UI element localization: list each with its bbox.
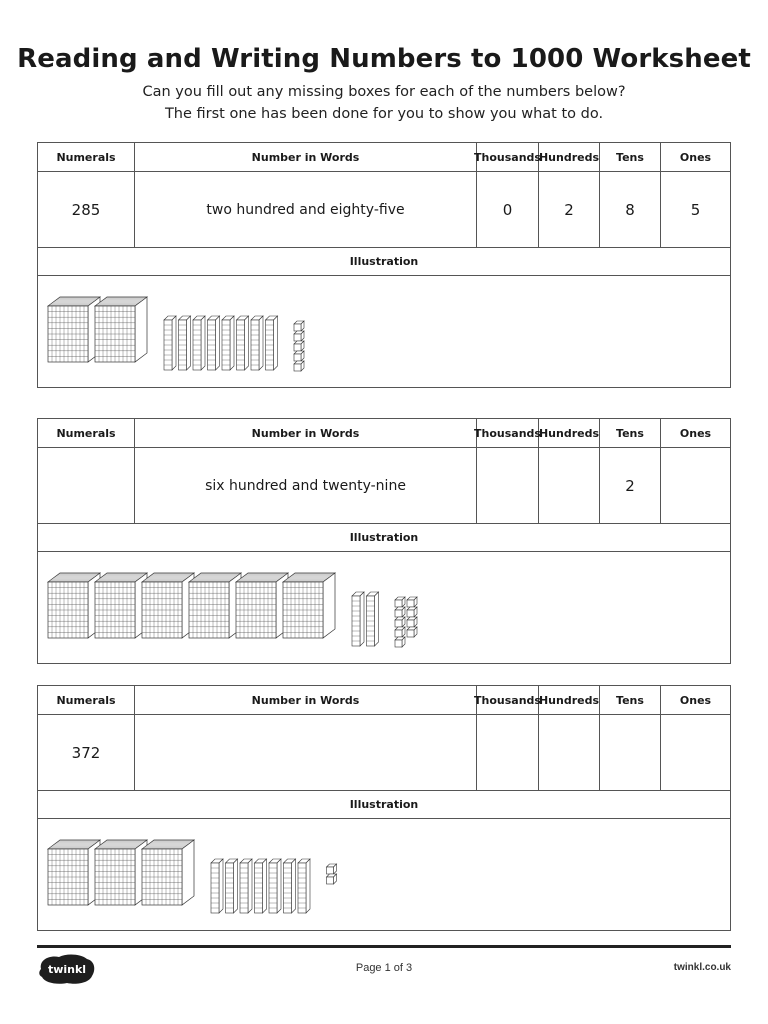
ones-cell[interactable]: 5	[690, 200, 701, 219]
header-numerals: Numerals	[38, 419, 135, 447]
hundreds-flat-block	[48, 573, 100, 638]
instructions-line-1: Can you fill out any missing boxes for each of the numbers below?	[142, 84, 626, 100]
tens-rod-block	[164, 316, 176, 370]
table-header	[38, 143, 730, 172]
header-number-in-words: Number in Words	[135, 686, 477, 714]
hundreds-flat-block	[142, 573, 194, 638]
ones-cube-block	[294, 361, 304, 371]
header-numerals: Numerals	[38, 686, 135, 714]
hundreds-flat-block	[95, 840, 147, 905]
illustration-area	[38, 819, 730, 930]
number-table-1	[37, 142, 731, 388]
header-hundreds: Hundreds	[539, 143, 600, 171]
answer-row	[38, 448, 730, 524]
hundreds-cell[interactable]	[539, 715, 600, 790]
page-number: Page 1 of 3	[355, 962, 413, 974]
ones-cube-block	[294, 321, 304, 331]
ones-cube-block	[294, 351, 304, 361]
hundreds-flat-block	[189, 573, 241, 638]
words-cell[interactable]: six hundred and twenty-nine	[135, 448, 477, 523]
tens-rod-block	[237, 316, 249, 370]
ones-cube-block	[395, 597, 405, 607]
ones-cube-block	[407, 597, 417, 607]
tens-rod-block	[226, 859, 238, 913]
footer-divider	[37, 945, 731, 948]
number-table-3	[37, 685, 731, 931]
numerals-cell[interactable]: 285	[38, 172, 135, 247]
hundreds-flat-block	[95, 573, 147, 638]
header-numerals: Numerals	[38, 143, 135, 171]
illustration-header: Illustration	[38, 524, 730, 552]
tens-rod-block	[179, 316, 191, 370]
hundreds-flat-block	[236, 573, 288, 638]
tens-cell[interactable]: 2	[600, 448, 661, 523]
answer-row	[38, 715, 730, 791]
tens-rod-block	[367, 592, 379, 646]
thousands-cell[interactable]: 0	[477, 172, 539, 247]
header-ones: Ones	[679, 693, 712, 707]
instructions-line-2: The first one has been done for you to show you what to do.	[164, 106, 604, 122]
illustration-header: Illustration	[38, 248, 730, 276]
tens-rod-block	[284, 859, 296, 913]
numerals-cell[interactable]	[38, 448, 135, 523]
ones-cube-block	[395, 607, 405, 617]
header-number-in-words: Number in Words	[135, 143, 477, 171]
ones-cell[interactable]	[661, 448, 730, 523]
header-thousands: Thousands	[477, 143, 539, 171]
header-ones: Ones	[679, 426, 712, 440]
illustration-header: Illustration	[38, 791, 730, 819]
base-ten-blocks-illustration	[38, 819, 730, 930]
header-tens: Tens	[600, 143, 661, 171]
tens-rod-block	[222, 316, 234, 370]
header-hundreds: Hundreds	[539, 419, 600, 447]
thousands-cell[interactable]	[477, 715, 539, 790]
illustration-area	[38, 276, 730, 387]
header-thousands: Thousands	[477, 419, 539, 447]
tens-rod-block	[193, 316, 205, 370]
ones-cube-block	[407, 617, 417, 627]
answer-row	[38, 172, 730, 248]
tens-cell[interactable]	[600, 715, 661, 790]
header-hundreds: Hundreds	[539, 686, 600, 714]
base-ten-blocks-illustration	[38, 552, 730, 663]
header-tens: Tens	[600, 686, 661, 714]
tens-rod-block	[266, 316, 278, 370]
tens-rod-block	[298, 859, 310, 913]
hundreds-flat-block	[142, 840, 194, 905]
ones-cube-block	[407, 607, 417, 617]
tens-rod-block	[240, 859, 252, 913]
base-ten-blocks-illustration	[38, 276, 730, 387]
ones-cell[interactable]	[661, 715, 730, 790]
hundreds-flat-block	[48, 840, 100, 905]
header-thousands: Thousands	[477, 686, 539, 714]
hundreds-flat-block	[95, 297, 147, 362]
tens-rod-block	[269, 859, 281, 913]
tens-rod-block	[211, 859, 223, 913]
ones-cube-block	[395, 627, 405, 637]
illustration-area	[38, 552, 730, 663]
tens-cell[interactable]: 8	[600, 172, 661, 247]
ones-cube-block	[294, 331, 304, 341]
tens-rod-block	[251, 316, 263, 370]
number-table-2	[37, 418, 731, 664]
numerals-cell[interactable]: 372	[38, 715, 135, 790]
ones-cube-block	[327, 864, 337, 874]
ones-cube-block	[294, 341, 304, 351]
ones-cube-block	[395, 617, 405, 627]
tens-rod-block	[352, 592, 364, 646]
worksheet-title: Reading and Writing Numbers to 1000 Worksheet	[17, 44, 751, 74]
ones-cube-block	[407, 627, 417, 637]
ones-cube-block	[327, 874, 337, 884]
logo-text: twinkl	[47, 963, 87, 976]
hundreds-cell[interactable]: 2	[539, 172, 600, 247]
words-cell[interactable]	[135, 715, 477, 790]
hundreds-flat-block	[283, 573, 335, 638]
table-header	[38, 419, 730, 448]
ones-cube-block	[395, 637, 405, 647]
thousands-cell[interactable]	[477, 448, 539, 523]
table-header	[38, 686, 730, 715]
words-cell[interactable]: two hundred and eighty-five	[135, 172, 477, 247]
tens-rod-block	[208, 316, 220, 370]
website-link[interactable]: twinkl.co.uk	[673, 962, 731, 973]
hundreds-flat-block	[48, 297, 100, 362]
header-tens: Tens	[600, 419, 661, 447]
tens-rod-block	[255, 859, 267, 913]
header-ones: Ones	[679, 150, 712, 164]
hundreds-cell[interactable]	[539, 448, 600, 523]
header-number-in-words: Number in Words	[135, 419, 477, 447]
